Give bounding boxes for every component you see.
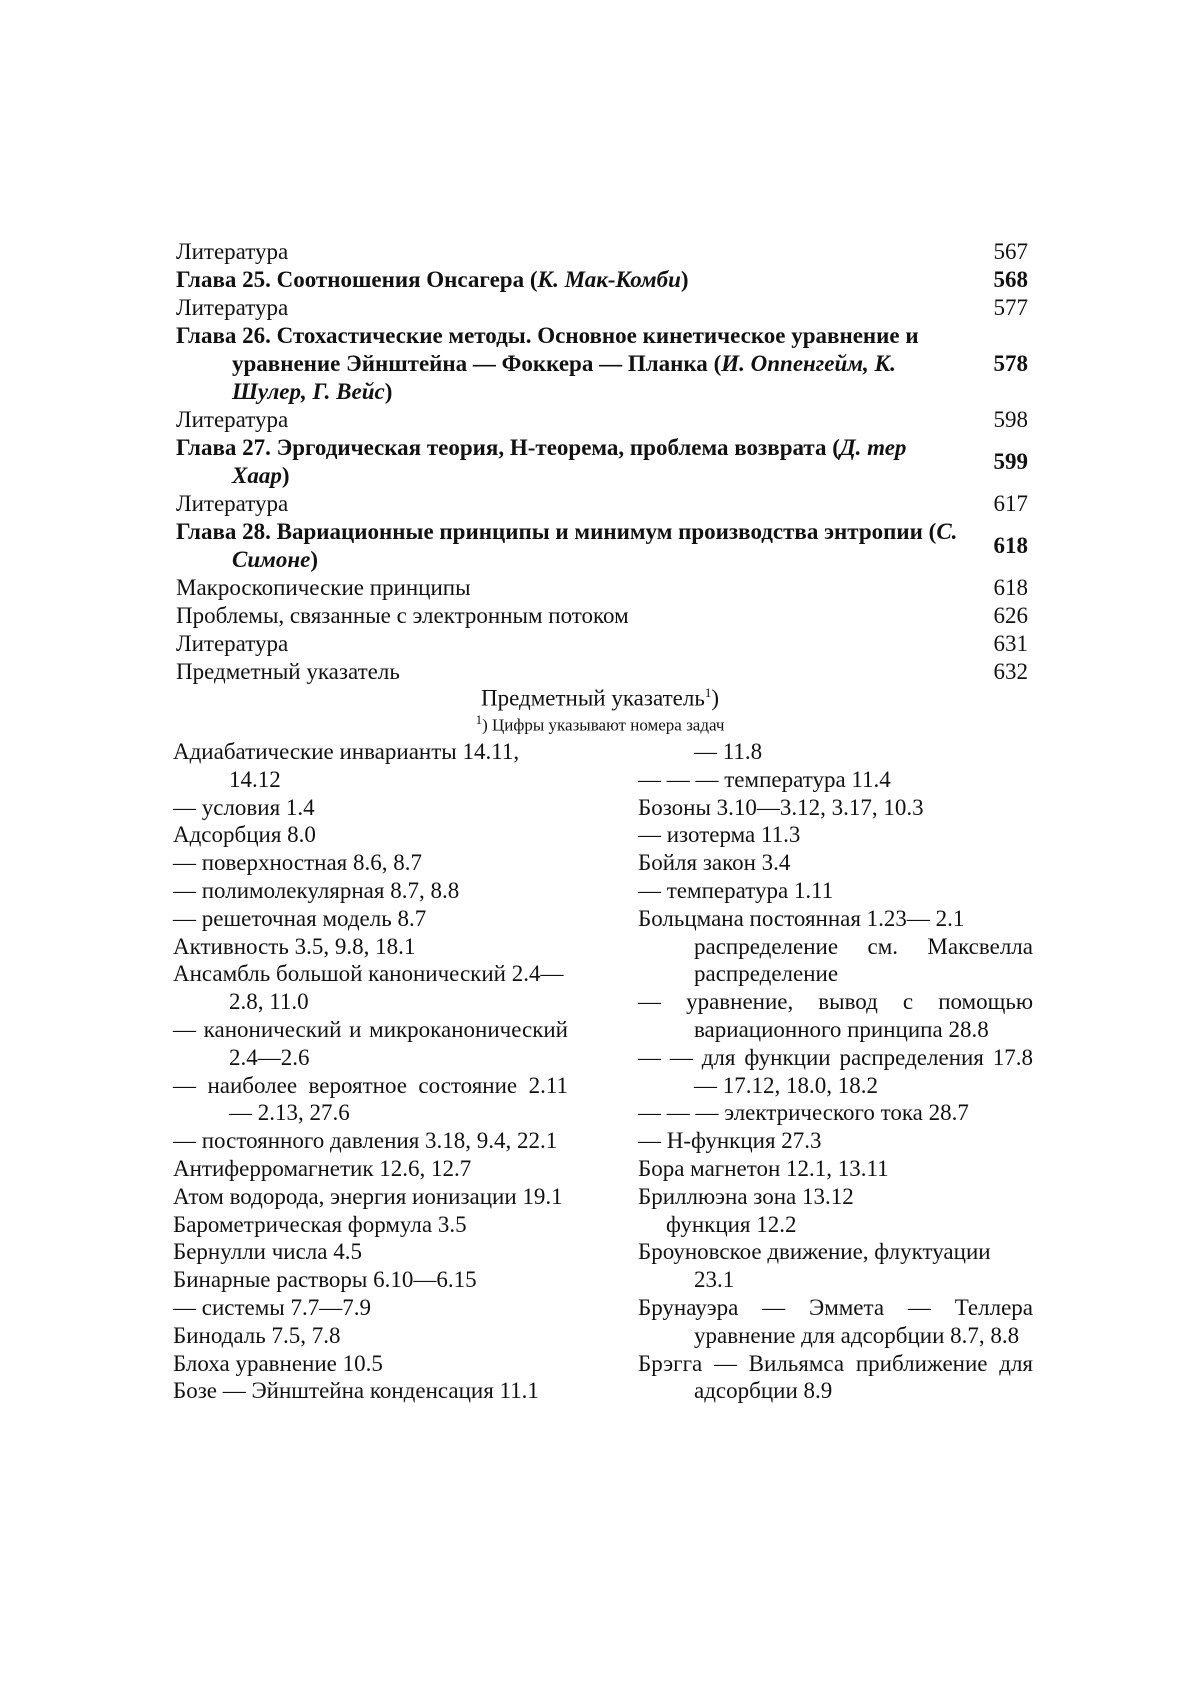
- index-entry: — — — электрического тока 28.7: [638, 1100, 969, 1126]
- chapter-title-text: Глава 28. Вариационные принципы и минимум производства энтропии: [176, 519, 923, 544]
- index-entry: Антиферромагнетик 12.6, 12.7: [173, 1155, 472, 1181]
- index-entry: — постоянного давления 3.18, 9.4, 22.1: [173, 1128, 558, 1154]
- index-entry: — условия 1.4: [173, 794, 315, 820]
- index-column-left: [173, 738, 568, 1405]
- index-entry: Бора магнетон 12.1, 13.11: [638, 1155, 889, 1181]
- index-entry: Блоха уравнение 10.5: [173, 1350, 383, 1376]
- toc-page-number: 626: [993, 603, 1028, 628]
- footnote-marker: 1: [704, 685, 712, 700]
- index-entry: — 11.8: [694, 739, 763, 764]
- toc-entry: [176, 406, 1028, 434]
- index-footnote: [0, 710, 1200, 736]
- index-entry: Адиабатические инварианты 14.11, 14.12: [173, 739, 520, 792]
- toc-entry-title: Макроскопические принципы: [176, 575, 471, 600]
- index-entry: Бозе — Эйнштейна конденсация 11.1: [173, 1378, 539, 1404]
- index-entry: — поверхностная 8.6, 8.7: [173, 850, 422, 876]
- index-entry: Бинодаль 7.5, 7.8: [173, 1322, 341, 1348]
- index-entry: — системы 7.7—7.9: [173, 1294, 371, 1320]
- chapter-author: С. Симоне: [232, 519, 958, 572]
- toc-page-number: 617: [993, 491, 1028, 516]
- index-entry: Адсорбция 8.0: [173, 822, 316, 848]
- toc-page-number: 578: [993, 351, 1028, 376]
- toc-chapter: [176, 322, 1028, 406]
- toc-entry-title: Литература: [176, 239, 289, 264]
- toc-entry-title: Предметный указатель: [176, 659, 400, 684]
- index-column-right: [638, 738, 1033, 1405]
- index-entry: Брэгга — Вильямса приближение для адсорбции 8.9: [638, 1350, 1033, 1404]
- toc-page-number: 599: [993, 449, 1028, 474]
- index-entry: Атом водорода, энергия ионизации 19.1: [173, 1183, 563, 1209]
- toc-entry: [176, 574, 1028, 602]
- footnote-text: ) Цифры указывают номера задач: [482, 715, 725, 735]
- index-entry: Больцмана постоянная 1.23— 2.1: [638, 905, 965, 931]
- index-entry: — канонический и микроканонический 2.4—2.6: [173, 1016, 568, 1070]
- toc-entry: [176, 294, 1028, 322]
- toc-chapter-title: Глава 28. Вариационные принципы и минимум производства энтропии (С. Симоне): [176, 519, 958, 572]
- toc-chapter: [176, 266, 1028, 294]
- chapter-title-text: Глава 26. Стохастические методы. Основное кинетическое уравнение и уравнение Эйнштейна — Фоккера — Планка: [176, 323, 919, 376]
- index-entry: — полимолекулярная 8.7, 8.8: [173, 877, 460, 903]
- index-entry: Барометрическая формула 3.5: [173, 1211, 467, 1237]
- chapter-title-text: Глава 25. Соотношения Онсагера: [176, 267, 525, 292]
- toc-entry: [176, 238, 1028, 266]
- index-entry: Бозоны 3.10—3.12, 3.17, 10.3: [638, 794, 924, 820]
- index-entry: функция 12.2: [666, 1211, 797, 1237]
- index-entry: Броуновское движение, флуктуации 23.1: [638, 1239, 991, 1293]
- toc-page-number: 618: [993, 533, 1028, 558]
- index-entry: — — — температура 11.4: [638, 766, 891, 792]
- index-entry: — наиболее вероятное состояние 2.11 — 2.13, 27.6: [173, 1072, 568, 1126]
- index-entry: — — для функции распределения 17.8— 17.12, 18.0, 18.2: [638, 1044, 1033, 1098]
- index-entry: распределение см. Максвелла распределение: [694, 933, 1033, 987]
- chapter-author: Д. тер Хаар: [232, 435, 907, 488]
- index-entry: Бойля закон 3.4: [638, 850, 791, 876]
- index-entry: Брунауэра — Эммета — Теллера уравнение для адсорбции 8.7, 8.8: [638, 1294, 1033, 1348]
- index-entry: — решеточная модель 8.7: [173, 905, 427, 931]
- toc-page-number: 577: [993, 295, 1028, 320]
- toc-entry-title: Литература: [176, 491, 289, 516]
- chapter-author: К. Мак-Комби: [537, 267, 681, 292]
- toc-chapter: [176, 518, 1028, 574]
- footnote-marker: 1: [475, 712, 483, 727]
- toc-entry-title: Литература: [176, 295, 289, 320]
- toc-page-number: 631: [993, 631, 1028, 656]
- toc-chapter-title: Глава 26. Стохастические методы. Основное кинетическое уравнение и уравнение Эйнштейна — Фоккера — Планка (И. Оппенгейм, К. Шулер, Г. Вейс): [176, 323, 919, 404]
- toc-entry: [176, 602, 1028, 630]
- index-entry: — температура 1.11: [638, 877, 834, 903]
- toc-page-number: 568: [993, 267, 1028, 292]
- toc-entry: [176, 630, 1028, 658]
- index-entry: — изотерма 11.3: [638, 822, 801, 848]
- toc-entry-title: Проблемы, связанные с электронным потоком: [176, 603, 629, 628]
- toc-chapter-title: Глава 25. Соотношения Онсагера (К. Мак-Комби): [176, 267, 689, 292]
- index-entry: Ансамбль большой канонический 2.4—2.8, 11.0: [173, 961, 564, 1015]
- index-heading: [0, 679, 1200, 713]
- index-title-text: Предметный указатель: [481, 685, 705, 711]
- toc-chapter-title: Глава 27. Эргодическая теория, Н-теорема, проблема возврата (Д. тер Хаар): [176, 435, 907, 488]
- table-of-contents: [176, 238, 1028, 686]
- toc-page-number: 632: [993, 659, 1028, 684]
- index-entry: — уравнение, вывод с помощью вариационного принципа 28.8: [638, 989, 1033, 1042]
- toc-page-number: 567: [993, 239, 1028, 264]
- toc-chapter: [176, 434, 1028, 490]
- index-entry: Бернулли числа 4.5: [173, 1239, 362, 1265]
- toc-page-number: 598: [993, 407, 1028, 432]
- index-entry: — Н-функция 27.3: [638, 1128, 822, 1154]
- toc-entry-title: Литература: [176, 631, 289, 656]
- index-entry: Бриллюэна зона 13.12: [638, 1183, 854, 1209]
- toc-entry: [176, 490, 1028, 518]
- index-title-tail: ): [711, 685, 719, 711]
- chapter-author: И. Оппенгейм, К. Шулер, Г. Вейс: [232, 351, 896, 404]
- toc-page-number: 618: [993, 575, 1028, 600]
- index-entry: Бинарные растворы 6.10—6.15: [173, 1267, 477, 1293]
- chapter-title-text: Глава 27. Эргодическая теория, Н-теорема, проблема возврата: [176, 435, 827, 460]
- index-entry: Активность 3.5, 9.8, 18.1: [173, 933, 416, 959]
- toc-entry-title: Литература: [176, 407, 289, 432]
